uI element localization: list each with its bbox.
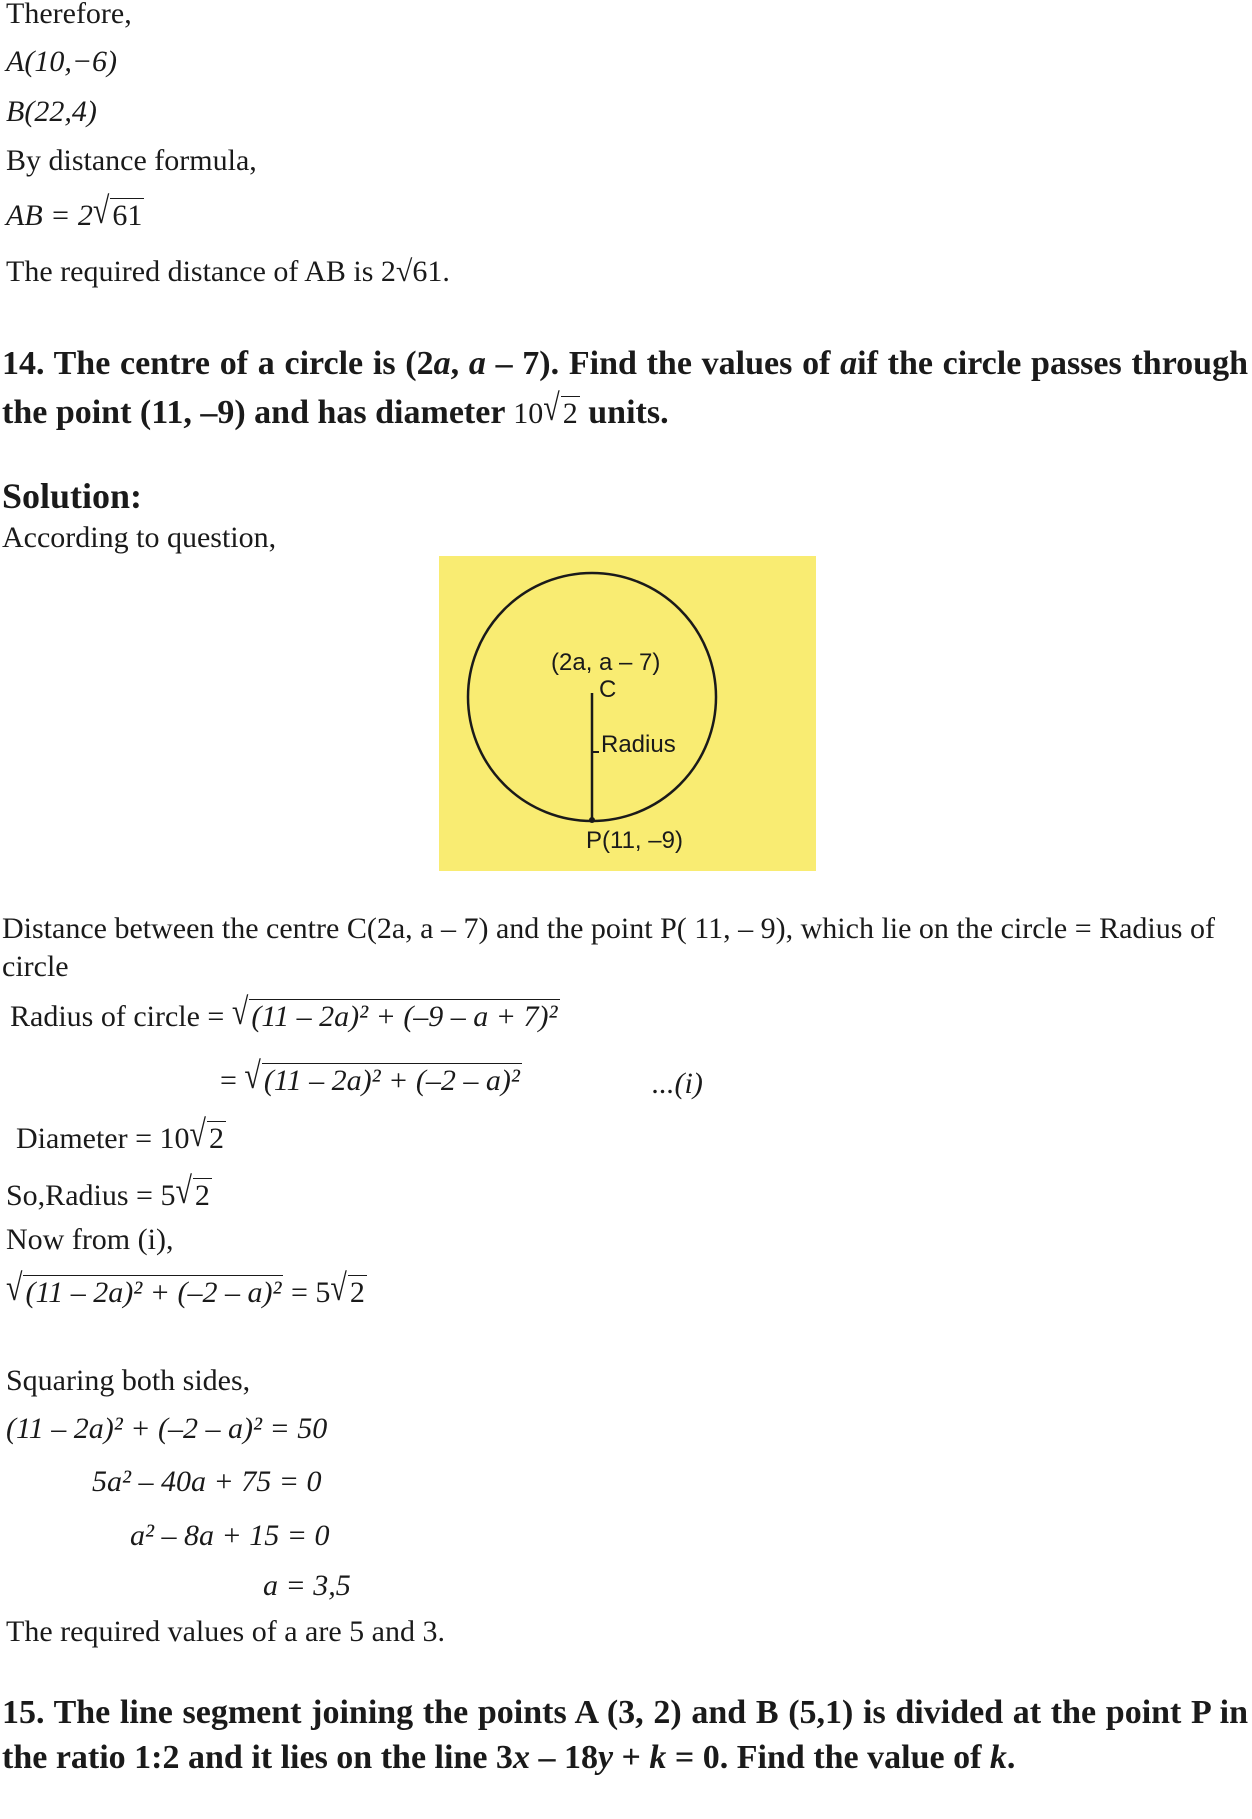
squaring-text: Squaring both sides,: [6, 1364, 251, 1397]
question-15: [2, 1690, 1248, 1780]
q15-text-a: 15. The line segment joining the points A (3, 2) and B (5,1) is divided at the point P in the ratio 1:2 and it lies on the line 3: [2, 1694, 1248, 1777]
point-b: B(22,4): [6, 95, 97, 128]
q14-units: units.: [579, 393, 669, 431]
q14-diameter: 10√ 2: [513, 386, 578, 430]
q15-k-1: k: [649, 1739, 667, 1777]
q15-y: y: [597, 1739, 614, 1777]
q14-var-1: a: [433, 345, 451, 382]
q15-text-e: .: [1006, 1739, 1016, 1777]
sqrt-61-radicand: 61: [112, 199, 143, 232]
q14-var-2: a: [468, 345, 486, 382]
question-14: [2, 340, 1248, 437]
eq1-radicand: (11 – 2a)² + (–9 – a + 7)²: [251, 1000, 558, 1033]
therefore-text: Therefore,: [6, 0, 132, 30]
according-text: According to question,: [2, 521, 277, 554]
point-a: A(10,−6): [6, 45, 118, 78]
point-p-label: P(11, –9): [586, 827, 683, 854]
q14-diam-rad: 2: [562, 396, 578, 430]
radius-label: Radius: [601, 731, 676, 758]
solution-heading: Solution:: [2, 476, 143, 516]
eq3-rhs: = 5: [290, 1276, 331, 1309]
solution-conclusion: The required values of a are 5 and 3.: [6, 1615, 445, 1648]
ab-conclusion: The required distance of AB is 2√61.: [6, 255, 450, 288]
eq2-radicand: (11 – 2a)² + (–2 – a)²: [263, 1064, 520, 1097]
distance-explanation: Distance between the centre C(2a, a – 7) and the point P( 11, – 9), which lie on the circle = Radius of circle: [2, 912, 1215, 983]
equation-6: a² – 8a + 15 = 0: [130, 1519, 330, 1552]
centre-label: C: [599, 676, 617, 703]
q14-text-c: – 7). Find the values of: [485, 345, 841, 382]
diagram-background: [439, 556, 816, 871]
q14-var-3: a: [840, 345, 858, 382]
sqrt-61: √ 61: [92, 190, 143, 232]
equation-5: 5a² – 40a + 75 = 0: [92, 1465, 322, 1498]
now-from-text: Now from (i),: [6, 1223, 174, 1256]
equation-4: (11 – 2a)² + (–2 – a)² = 50: [6, 1412, 328, 1445]
distance-formula-text: By distance formula,: [6, 144, 257, 177]
centre-coords-label: (2a, a – 7): [551, 649, 661, 676]
q15-x: x: [512, 1739, 530, 1777]
circle-diagram: [439, 556, 816, 871]
q14-text-d: if the circle passes through the point (11, –9) and has diameter: [2, 345, 1248, 431]
q15-text-c: +: [613, 1739, 650, 1777]
eq3-radicand: (11 – 2a)² + (–2 – a)²: [25, 1276, 282, 1309]
q14-text-b: ,: [450, 345, 469, 382]
so-radius-label: So,Radius = 5: [6, 1179, 176, 1212]
radius-equation-3: √ (11 – 2a)² + (–2 – a)² = 5√ 2: [6, 1267, 365, 1309]
diameter-equation: Diameter = 10√ 2: [16, 1113, 224, 1155]
radius-equation-2: = √ (11 – 2a)² + (–2 – a)²: [220, 1055, 520, 1097]
ab-equation: [6, 190, 144, 234]
radius-of-circle-label: Radius of circle =: [10, 1000, 225, 1033]
radius-equation-1: Radius of circle = √ (11 – 2a)² + (–9 – a + 7)²: [10, 991, 558, 1033]
q15-k-2: k: [989, 1739, 1007, 1777]
q15-text-d: = 0. Find the value of: [666, 1739, 990, 1777]
equation-7: a = 3,5: [263, 1569, 351, 1602]
q15-text-b: – 18: [529, 1739, 598, 1777]
q14-diam-coef: 10: [513, 396, 544, 430]
equation-ref-i: ...(i): [652, 1067, 703, 1100]
diameter-label: Diameter = 10: [16, 1122, 190, 1155]
point-p-dot: [589, 817, 595, 823]
ab-lhs: AB = 2: [6, 199, 93, 232]
q14-text-a: 14. The centre of a circle is (2: [2, 345, 434, 382]
so-radius-equation: So,Radius = 5√ 2: [6, 1170, 210, 1212]
